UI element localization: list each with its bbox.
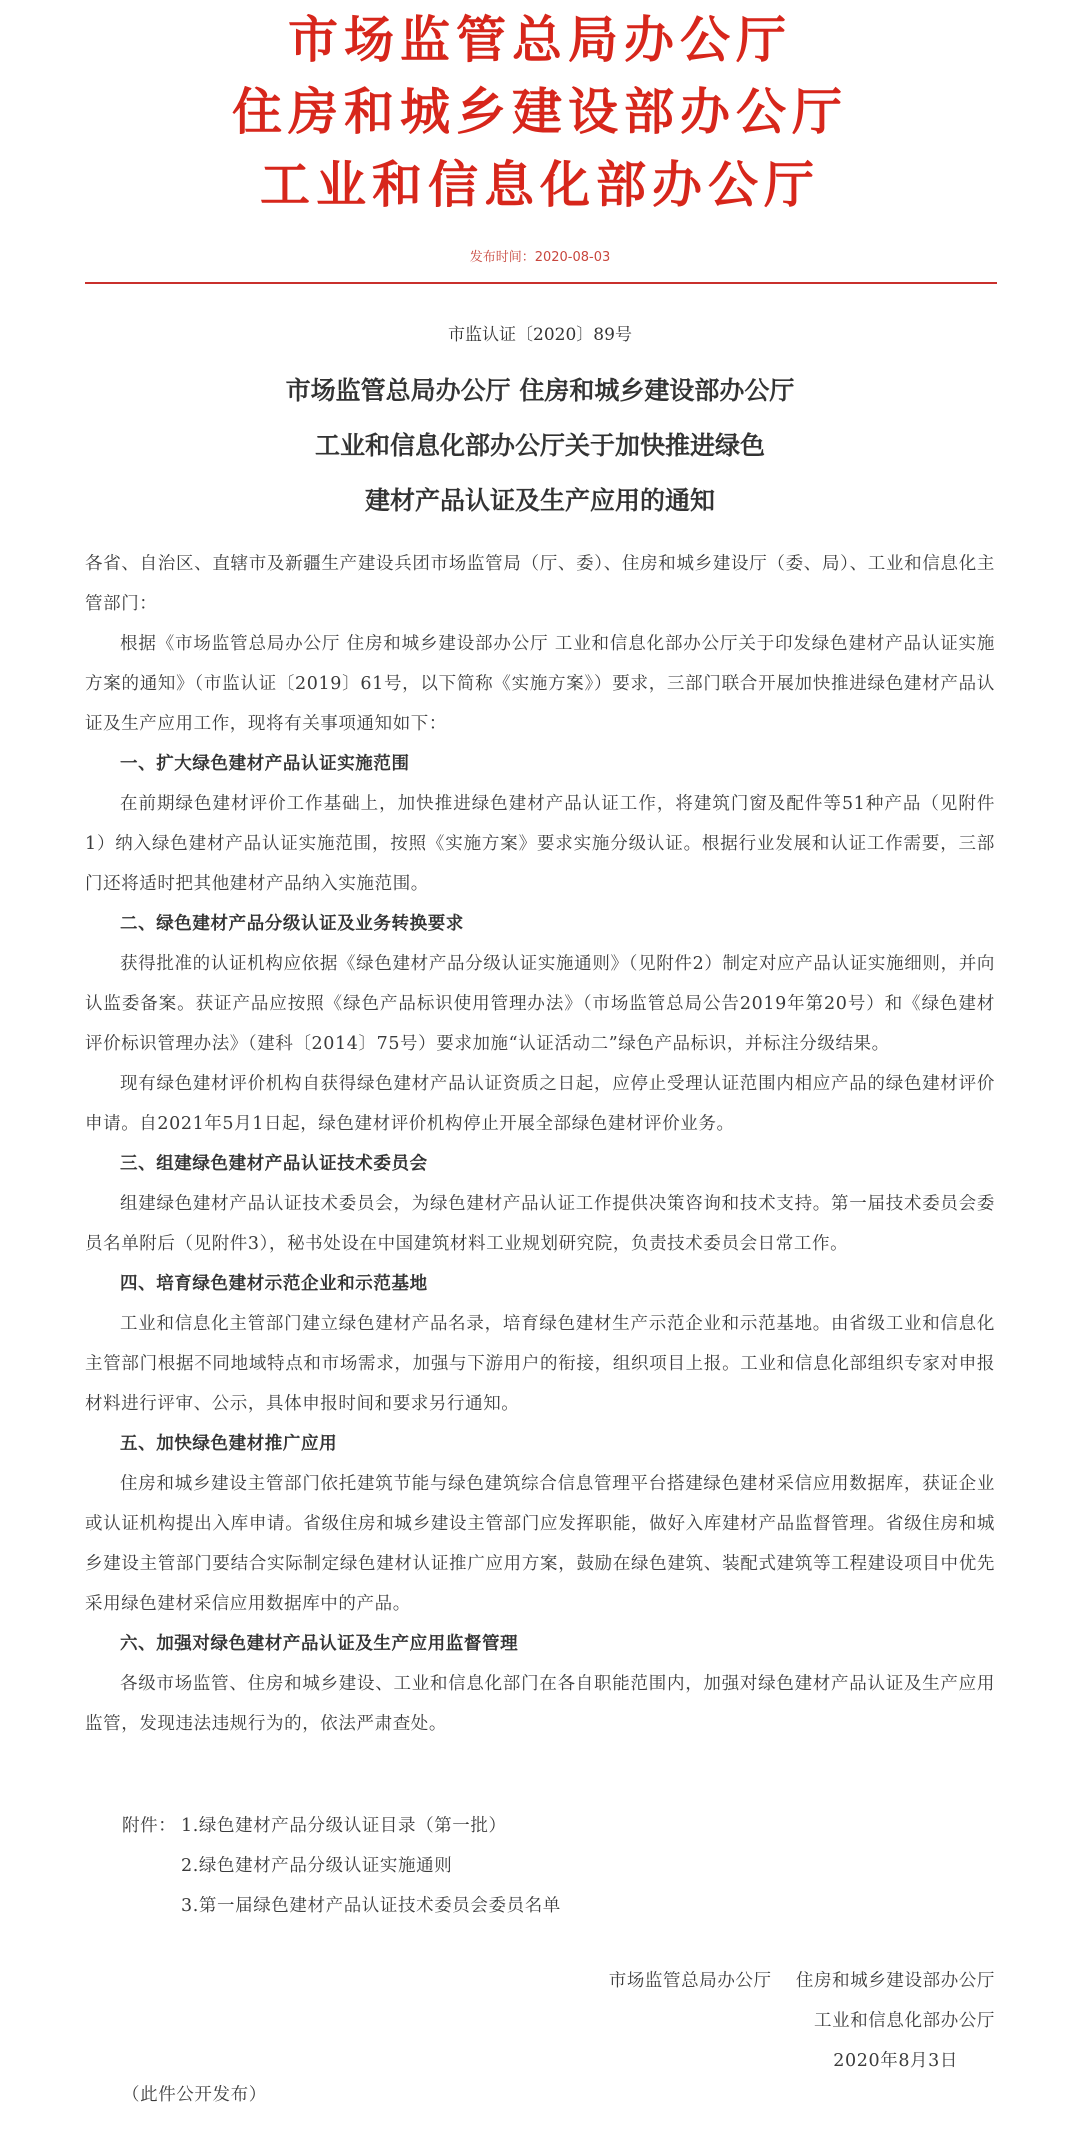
intro-paragraph: 根据《市场监管总局办公厅 住房和城乡建设部办公厅 工业和信息化部办公厅关于印发绿色建材产品认证实施方案的通知》（市监认证〔2019〕61号，以下简称《实施方案》）要求，三部门联合开展加快推进绿色建材产品认证及生产应用工作，现将有关事项通知如下： — [85, 634, 995, 734]
title-line-2: 工业和信息化部办公厅关于加快推进绿色 — [314, 431, 765, 460]
signature-issuers-line-1: 市场监管总局办公厅 住房和城乡建设部办公厅 — [608, 1971, 995, 1991]
publish-time: 发布时间：2020-08-03 — [469, 250, 611, 265]
title-line-1: 市场监管总局办公厅 住房和城乡建设部办公厅 — [285, 376, 795, 405]
section-6-paragraph-1: 各级市场监管、住房和城乡建设、工业和信息化部门在各自职能范围内，加强对绿色建材产品认证及生产应用监管，发现违法违规行为的，依法严肃查处。 — [85, 1674, 995, 1734]
document-number: 市监认证〔2020〕89号 — [448, 325, 632, 345]
section-heading-5: 五、加快绿色建材推广应用 — [120, 1434, 338, 1454]
issuer-title-housing-construction: 住房和城乡建设部办公厅 — [232, 83, 848, 141]
attachment-item-1: 1.绿色建材产品分级认证目录（第一批） — [181, 1816, 507, 1836]
section-2-paragraph-2: 现有绿色建材评价机构自获得绿色建材产品认证资质之日起，应停止受理认证范围内相应产品的绿色建材评价申请。自2021年5月1日起，绿色建材评价机构停止开展全部绿色建材评价业务。 — [85, 1074, 995, 1134]
section-heading-2: 二、绿色建材产品分级认证及业务转换要求 — [120, 914, 464, 934]
document-title — [0, 363, 1080, 528]
signature-date: 2020年8月3日 — [833, 2051, 958, 2071]
section-2-paragraph-1: 获得批准的认证机构应依据《绿色建材产品分级认证实施通则》（见附件2）制定对应产品认证实施细则，并向认监委备案。获证产品应按照《绿色产品标识使用管理办法》（市场监管总局公告2019年第20号）和《绿色建材评价标识管理办法》（建科〔2014〕75号）要求加施“认证活动二”绿色产品标识，并标注分级结果。 — [85, 954, 995, 1054]
section-5-paragraph-1: 住房和城乡建设主管部门依托建筑节能与绿色建筑综合信息管理平台搭建绿色建材采信应用数据库，获证企业或认证机构提出入库申请。省级住房和城乡建设主管部门应发挥职能，做好入库建材产品监督管理。省级住房和城乡建设主管部门要结合实际制定绿色建材认证推广应用方案，鼓励在绿色建筑、装配式建筑等工程建设项目中优先采用绿色建材采信应用数据库中的产品。 — [85, 1474, 995, 1614]
attachment-item-2: 2.绿色建材产品分级认证实施通则 — [181, 1856, 453, 1876]
red-divider-rule — [85, 282, 997, 284]
public-release-note: （此件公开发布） — [122, 2085, 267, 2105]
signature-issuers-line-2: 工业和信息化部办公厅 — [814, 2011, 995, 2031]
section-heading-6: 六、加强对绿色建材产品认证及生产应用监督管理 — [120, 1634, 519, 1654]
section-heading-4: 四、培育绿色建材示范企业和示范基地 — [120, 1274, 428, 1294]
addressee: 各省、自治区、直辖市及新疆生产建设兵团市场监管局（厅、委）、住房和城乡建设厅（委、局）、工业和信息化主管部门： — [85, 554, 995, 614]
attachment-item-3: 3.第一届绿色建材产品认证技术委员会委员名单 — [181, 1896, 561, 1916]
title-line-3: 建材产品认证及生产应用的通知 — [364, 486, 715, 515]
section-heading-1: 一、扩大绿色建材产品认证实施范围 — [120, 754, 410, 774]
section-1-paragraph-1: 在前期绿色建材评价工作基础上，加快推进绿色建材产品认证工作，将建筑门窗及配件等51种产品（见附件1）纳入绿色建材产品认证实施范围，按照《实施方案》要求实施分级认证。根据行业发展和认证工作需要，三部门还将适时把其他建材产品纳入实施范围。 — [85, 794, 995, 894]
issuer-title-market-regulation: 市场监管总局办公厅 — [288, 11, 792, 69]
section-4-paragraph-1: 工业和信息化主管部门建立绿色建材产品名录，培育绿色建材生产示范企业和示范基地。由省级工业和信息化主管部门根据不同地域特点和市场需求，加强与下游用户的衔接，组织项目上报。工业和信息化部组织专家对申报材料进行评审、公示，具体申报时间和要求另行通知。 — [85, 1314, 995, 1414]
section-heading-3: 三、组建绿色建材产品认证技术委员会 — [120, 1154, 428, 1174]
document-body — [85, 544, 995, 1744]
issuer-title-industry-it: 工业和信息化部办公厅 — [260, 156, 820, 214]
attachments-label: 附件： — [122, 1816, 177, 1836]
section-3-paragraph-1: 组建绿色建材产品认证技术委员会，为绿色建材产品认证工作提供决策咨询和技术支持。第一届技术委员会委员名单附后（见附件3），秘书处设在中国建筑材料工业规划研究院，负责技术委员会日常工作。 — [85, 1194, 995, 1254]
